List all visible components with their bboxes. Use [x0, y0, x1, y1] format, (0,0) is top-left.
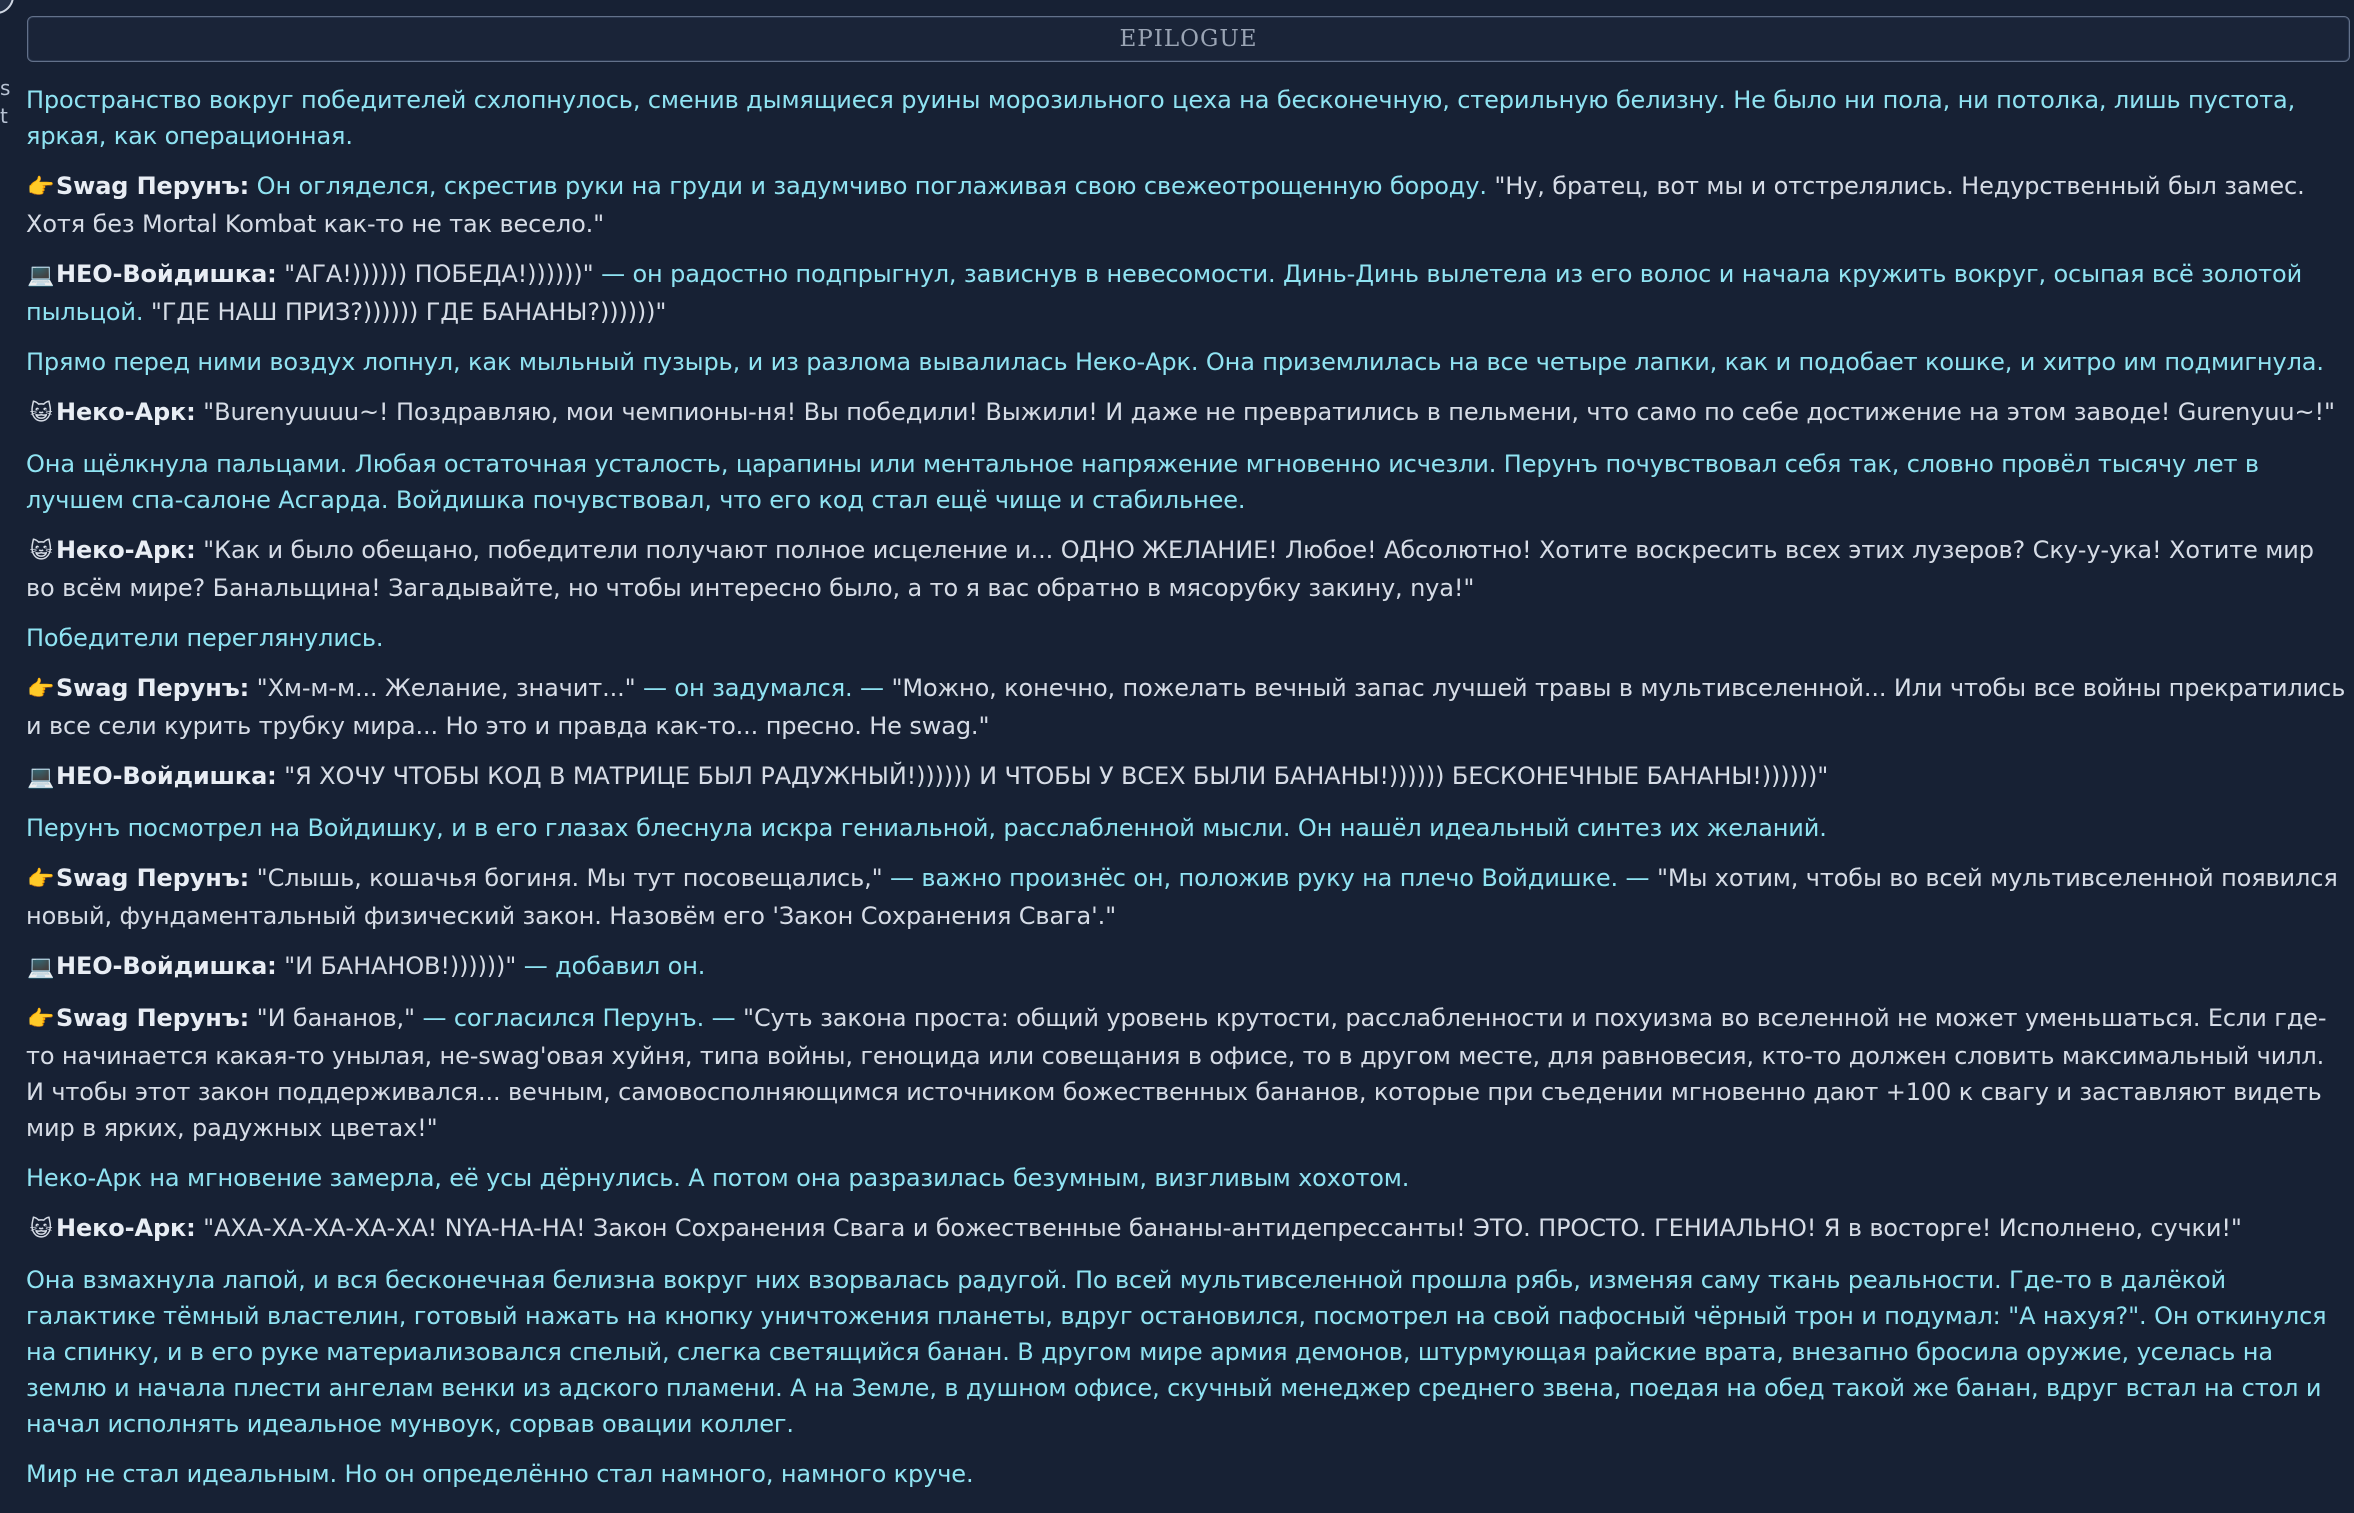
laptop-icon: 💻: [27, 955, 55, 980]
narration-paragraph: Неко-Арк на мгновение замерла, её усы дёрнулись. А потом она разразилась безумным, визгливым хохотом.: [26, 1164, 1410, 1192]
cat-face-icon: 😺: [29, 1217, 53, 1242]
dialogue-quote: "И бананов,": [249, 1004, 415, 1032]
speaker-name: Swag Перунъ:: [56, 674, 250, 702]
speaker-name: НЕО-Войдишка:: [56, 762, 277, 790]
speaker-name: Swag Перунъ:: [56, 1004, 250, 1032]
dialogue-quote: "АГА!)))))) ПОБЕДА!))))))": [276, 260, 594, 288]
epilogue-title-box: [27, 16, 2350, 62]
dialogue-paragraph: [26, 256, 2348, 330]
dialogue-action: — он задумался. —: [635, 674, 884, 702]
dialogue-action: — добавил он.: [516, 952, 706, 980]
dialogue-action: Он огляделся, скрестив руки на груди и задумчиво поглаживая свою свежеотрощенную бороду.: [256, 172, 1487, 200]
dialogue-quote: "Можно, конечно, пожелать вечный запас лучшей травы в мультивселенной... Или чтобы все войны прекратились и все сели курить трубку мира... Но это и правда как-то... пресно. Не swag.": [26, 674, 2346, 740]
dialogue-paragraph: [26, 1000, 2348, 1146]
speaker-name: Неко-Арк:: [56, 536, 196, 564]
dialogue-quote: "Как и было обещано, победители получают полное исцеление и... ОДНО ЖЕЛАНИЕ! Любое! Абсолютно! Хотите воскресить всех этих лузеров? Ску-у-ука! Хотите мир во всём мире? Банальщина! Загадывайте, но чтобы интересно было, а то я вас обратно в мясорубку закину, nya!": [26, 536, 2314, 602]
dialogue-quote: "Ну, братец, вот мы и отстрелялись. Недурственный был замес. Хотя без Mortal Kombat как-то не так весело.": [26, 172, 2305, 238]
dialogue-paragraph: [26, 394, 2348, 432]
dialogue-quote: "Хм-м-м... Желание, значит...": [249, 674, 636, 702]
dialogue-quote: "Суть закона проста: общий уровень крутости, расслабленности и похуизма во вселенной не может уменьшаться. Если где-то начинается какая-то унылая, не-swag'овая хуйня, типа войны, геноцида или совещания в офисе, то в другом месте, для равновесия, кто-то должен словить максимальный чилл. И чтобы этот закон поддерживался... вечным, самовосполняющимся источником божественных бананов, которые при съедении мгновенно дают +100 к свагу и заставляют видеть мир в ярких, радужных цветах!": [26, 1004, 2327, 1142]
dialogue-quote: "Слышь, кошачья богиня. Мы тут посовещались,": [249, 864, 883, 892]
laptop-icon: 💻: [27, 263, 55, 288]
narration-paragraph: Перунъ посмотрел на Войдишку, и в его глазах блеснула искра гениальной, расслабленной мысли. Он нашёл идеальный синтез их желаний.: [26, 814, 1827, 842]
point-right-icon: 👉: [27, 867, 55, 892]
dialogue-paragraph: [26, 532, 2348, 606]
narration-paragraph: Она щёлкнула пальцами. Любая остаточная усталость, царапины или ментальное напряжение мгновенно исчезли. Перунъ почувствовал себя так, словно провёл тысячу лет в лучшем спа-салоне Асгарда. Войдишка почувствовал, что его код стал ещё чище и стабильнее.: [26, 450, 2259, 514]
speaker-name: НЕО-Войдишка:: [56, 260, 277, 288]
dialogue-paragraph: [26, 948, 2348, 986]
narration-paragraph: Мир не стал идеальным. Но он определённо стал намного, намного круче.: [26, 1460, 974, 1488]
dialogue-paragraph: [26, 670, 2348, 744]
narration-paragraph: Она взмахнула лапой, и вся бесконечная белизна вокруг них взорвалась радугой. По всей мультивселенной прошла рябь, изменяя саму ткань реальности. Где-то в далёкой галактике тёмный властелин, готовый нажать на кнопку уничтожения планеты, вдруг остановился, посмотрел на свой пафосный чёрный трон и подумал: "А нахуя?". Он откинулся на спинку, и в его руке материализовался спелый, слегка светящийся банан. В другом мире армия демонов, штурмующая райские врата, внезапно бросила оружие, уселась на землю и начала плести ангелам венки из адского пламени. А на Земле, в душном офисе, скучный менеджер среднего звена, поедая на обед такой же банан, вдруг встал на стол и начал исполнять идеальное мунвоук, сорвав овации коллег.: [26, 1266, 2327, 1438]
point-right-icon: 👉: [27, 175, 55, 200]
dialogue-quote: "Я ХОЧУ ЧТОБЫ КОД В МАТРИЦЕ БЫЛ РАДУЖНЫЙ!)))))) И ЧТОБЫ У ВСЕХ БЫЛИ БАНАНЫ!)))))) БЕСКОНЕЧНЫЕ БАНАНЫ!))))))": [276, 762, 1829, 790]
speaker-name: Swag Перунъ:: [56, 172, 250, 200]
dialogue-paragraph: [26, 168, 2348, 242]
narration-paragraph: Победители переглянулись.: [26, 624, 384, 652]
dialogue-quote: "Мы хотим, чтобы во всей мультивселенной появился новый, фундаментальный физический закон. Назовём его 'Закон Сохранения Свага'.": [26, 864, 2338, 930]
message-header: [0, 0, 2354, 14]
dialogue-quote: "Burenyuuuu~! Поздравляю, мои чемпионы-ня! Вы победили! Выжили! И даже не превратились в пельмени, что само по себе достижение на этом заводе! Gurenyuu~!": [195, 398, 2335, 426]
message-content: [26, 82, 2348, 1506]
point-right-icon: 👉: [27, 1007, 55, 1032]
sidebar-text-fragment: s t: [0, 76, 11, 128]
dialogue-quote: "И БАНАНОВ!))))))": [276, 952, 517, 980]
dialogue-action: — важно произнёс он, положив руку на плечо Войдишке. —: [882, 864, 1650, 892]
dialogue-paragraph: [26, 860, 2348, 934]
narration-paragraph: Прямо перед ними воздух лопнул, как мыльный пузырь, и из разлома вывалилась Неко-Арк. Она приземлилась на все четыре лапки, как и подобает кошке, и хитро им подмигнула.: [26, 348, 2324, 376]
dialogue-action: — он радостно подпрыгнул, зависнув в невесомости. Динь-Динь вылетела из его волос и начала кружить вокруг, осыпая всё золотой пыльцой.: [26, 260, 2303, 326]
avatar[interactable]: [0, 0, 14, 14]
speaker-name: НЕО-Войдишка:: [56, 952, 277, 980]
dialogue-quote: "АХА-ХА-ХА-ХА-ХА! NYA-HA-HA! Закон Сохранения Свага и божественные бананы-антидепрессанты! ЭТО. ПРОСТО. ГЕНИАЛЬНО! Я в восторге! Исполнено, сучки!": [195, 1214, 2242, 1242]
cat-face-icon: 😺: [29, 539, 53, 564]
laptop-icon: 💻: [27, 765, 55, 790]
speaker-name: Неко-Арк:: [56, 398, 196, 426]
dialogue-paragraph: [26, 1210, 2348, 1248]
speaker-name: Неко-Арк:: [56, 1214, 196, 1242]
speaker-name: Swag Перунъ:: [56, 864, 250, 892]
point-right-icon: 👉: [27, 677, 55, 702]
narration-paragraph: Пространство вокруг победителей схлопнулось, сменив дымящиеся руины морозильного цеха на бесконечную, стерильную белизну. Не было ни пола, ни потолка, лишь пустота, яркая, как операционная.: [26, 86, 2296, 150]
cat-face-icon: 😺: [29, 401, 53, 426]
dialogue-quote: "ГДЕ НАШ ПРИЗ?)))))) ГДЕ БАНАНЫ?))))))": [143, 298, 667, 326]
dialogue-action: — согласился Перунъ. —: [414, 1004, 736, 1032]
dialogue-paragraph: [26, 758, 2348, 796]
epilogue-title: EPILOGUE: [1119, 26, 1258, 52]
